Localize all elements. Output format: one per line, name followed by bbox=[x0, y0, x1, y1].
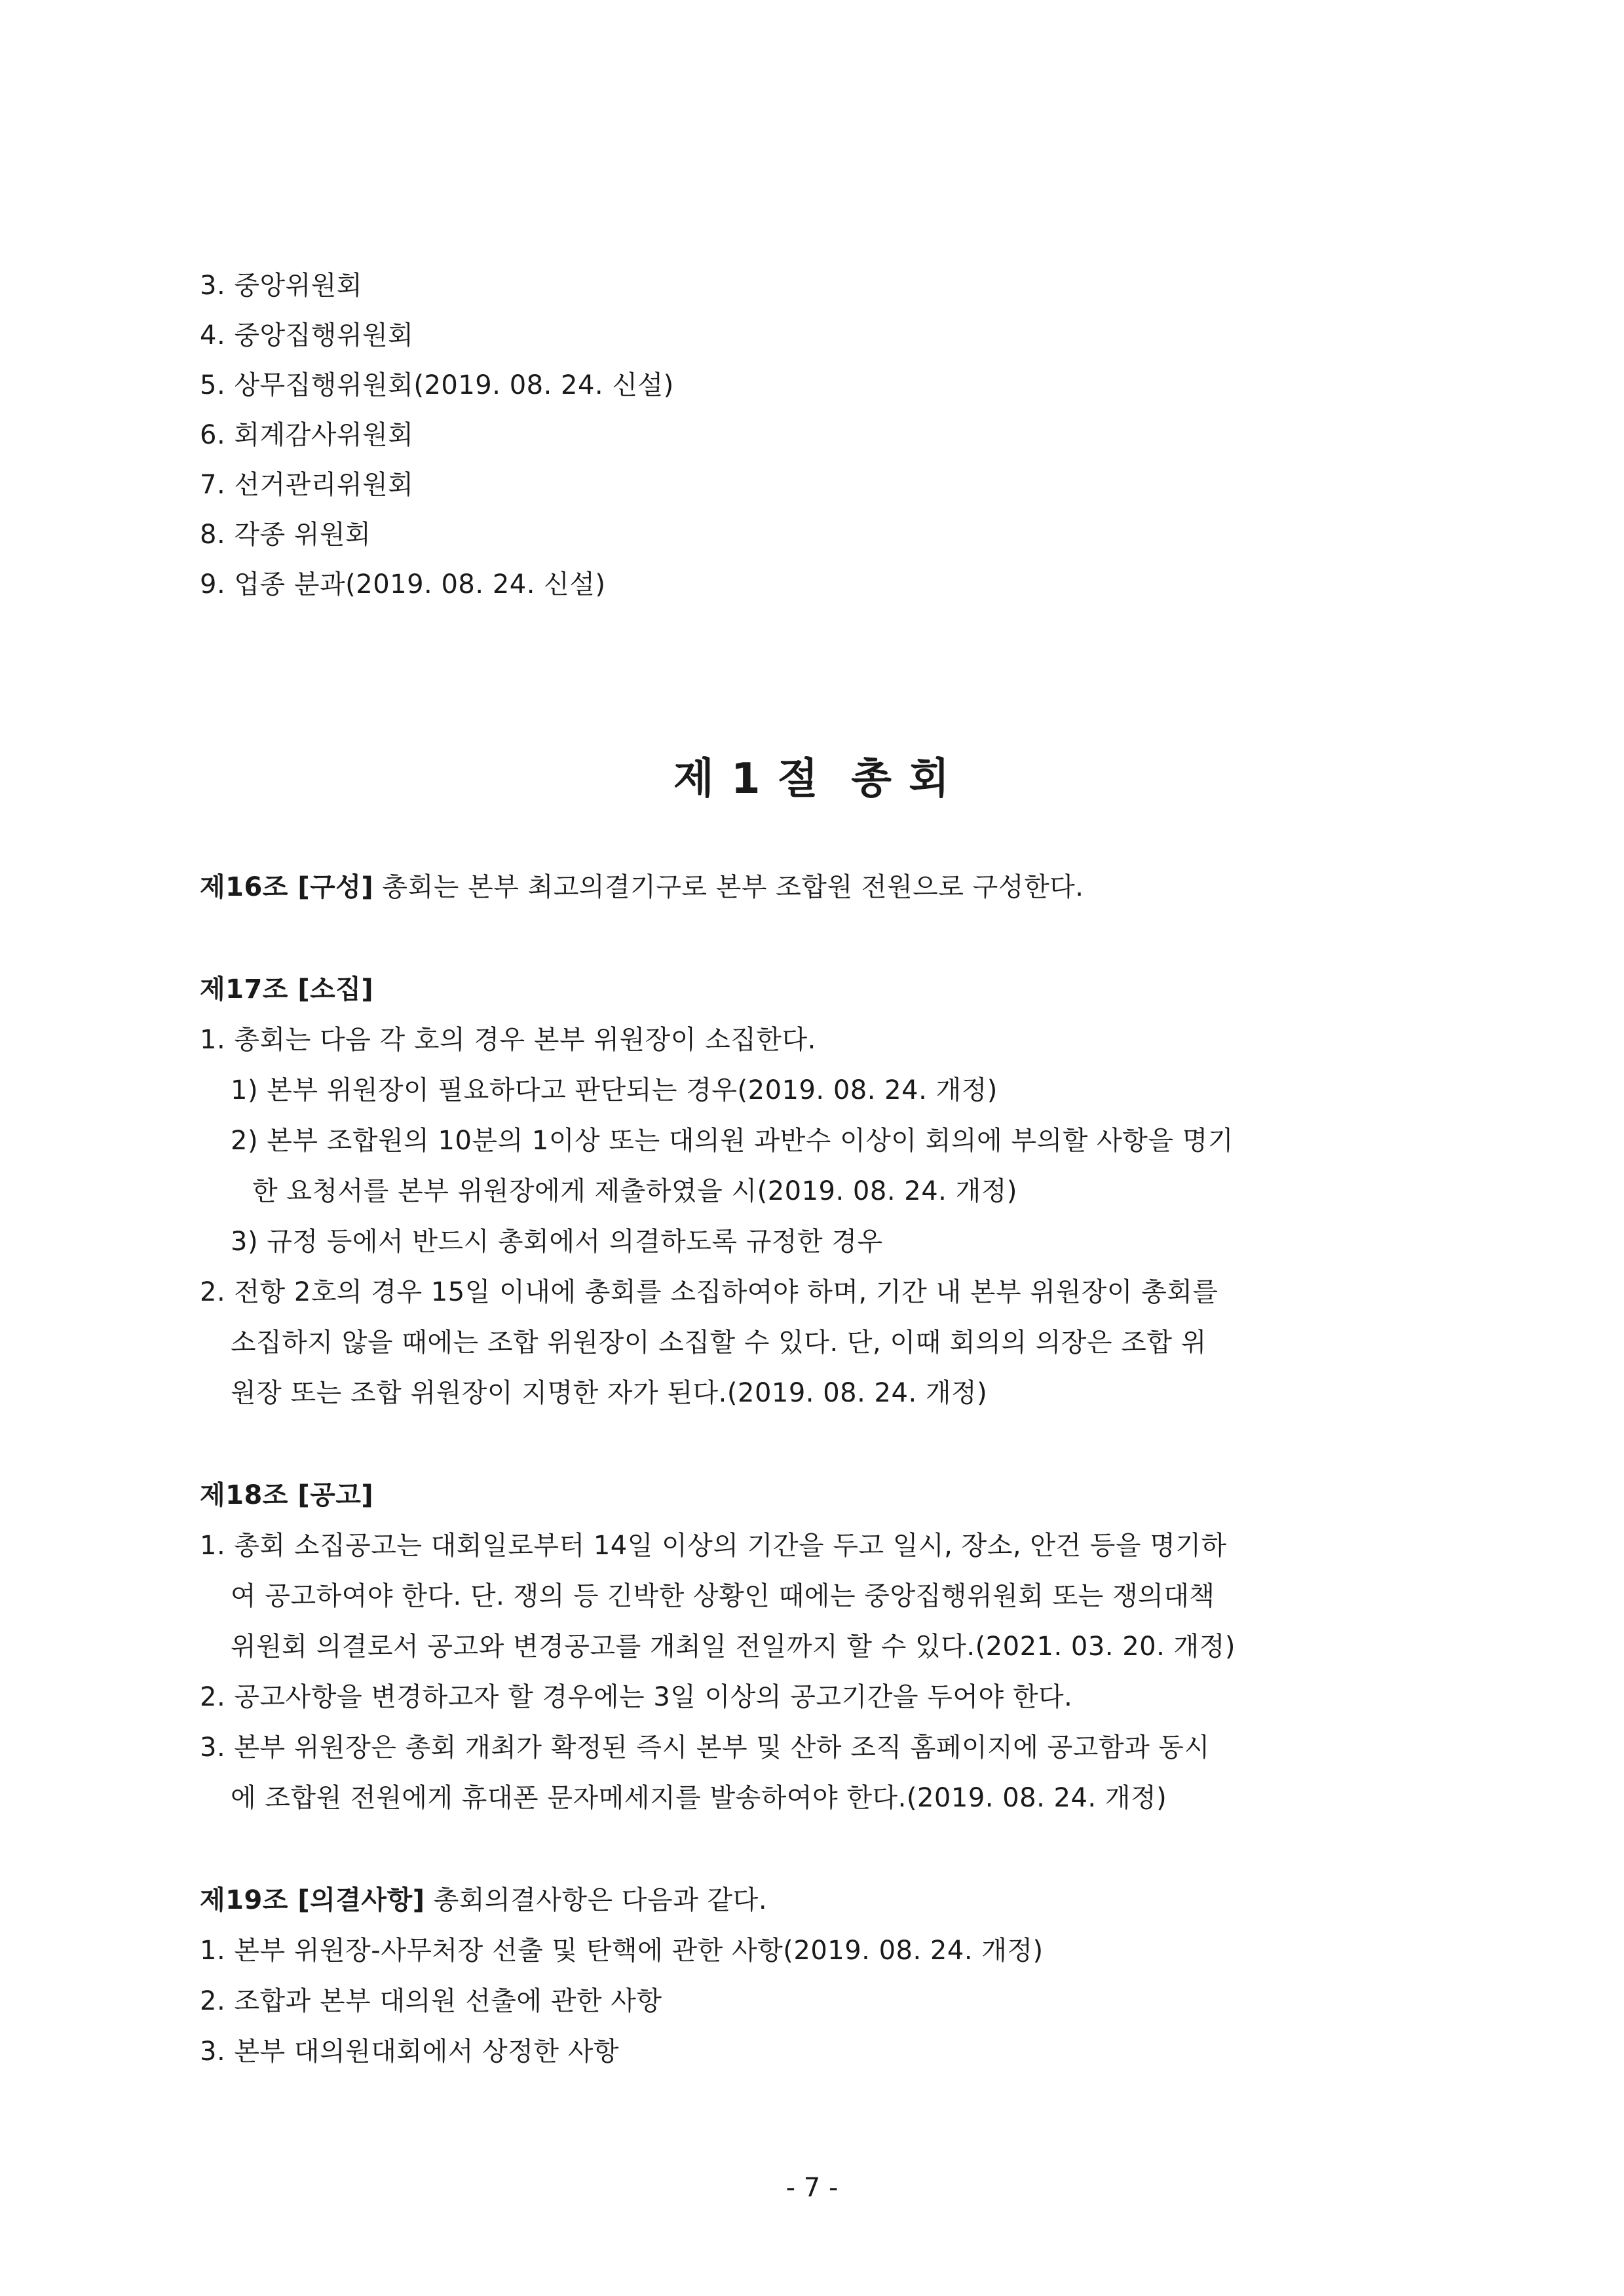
article-16-text: 총회는 본부 최고의결기구로 본부 조합원 전원으로 구성한다. bbox=[373, 872, 1084, 902]
committee-item: 7. 선거관리위원회 bbox=[200, 470, 414, 500]
article-18-line: 1. 총회 소집공고는 대회일로부터 14일 이상의 기간을 두고 일시, 장소, 안건 등을 명기하 bbox=[200, 1531, 1227, 1561]
page-number: - 7 - bbox=[785, 2173, 839, 2203]
article-17-line: 소집하지 않을 때에는 조합 위원장이 소집할 수 있다. 단, 이때 회의의 의장은 조합 위 bbox=[231, 1328, 1207, 1358]
article-17-line: 2) 본부 조합원의 10분의 1이상 또는 대의원 과반수 이상이 회의에 부의할 사항을 명기 bbox=[231, 1126, 1234, 1156]
article-18-line: 3. 본부 위원장은 총회 개최가 확정된 즉시 본부 및 산하 조직 홈페이지에 공고함과 동시 bbox=[200, 1732, 1210, 1763]
article-19-text: 총회의결사항은 다음과 같다. bbox=[425, 1885, 768, 1915]
committee-item: 6. 회계감사위원회 bbox=[200, 420, 414, 450]
article-16 bbox=[200, 871, 1084, 903]
article-17-line: 원장 또는 조합 위원장이 지명한 자가 된다.(2019. 08. 24. 개정) bbox=[231, 1378, 988, 1408]
article-17-line: 3) 규정 등에서 반드시 총회에서 의결하도록 규정한 경우 bbox=[231, 1227, 883, 1257]
committee-item: 9. 업종 분과(2019. 08. 24. 신설) bbox=[200, 569, 606, 600]
article-19-line: 1. 본부 위원장-사무처장 선출 및 탄핵에 관한 사항(2019. 08. 24. 개정) bbox=[200, 1936, 1044, 1966]
article-18-title: 제18조 [공고] bbox=[200, 1480, 374, 1510]
section-heading: 제 1 절 총 회 bbox=[673, 755, 951, 803]
article-19-line: 2. 조합과 본부 대의원 선출에 관한 사항 bbox=[200, 1986, 662, 2016]
committee-item: 8. 각종 위원회 bbox=[200, 520, 371, 550]
article-17-line: 한 요청서를 본부 위원장에게 제출하였을 시(2019. 08. 24. 개정) bbox=[252, 1176, 1017, 1206]
article-18-line: 에 조합원 전원에게 휴대폰 문자메세지를 발송하여야 한다.(2019. 08. 24. 개정) bbox=[231, 1783, 1167, 1813]
committee-item: 4. 중앙집행위원회 bbox=[200, 320, 414, 351]
committee-item: 5. 상무집행위원회(2019. 08. 24. 신설) bbox=[200, 370, 674, 400]
article-17-line: 1) 본부 위원장이 필요하다고 판단되는 경우(2019. 08. 24. 개정) bbox=[231, 1075, 998, 1105]
article-19-title: 제19조 [의결사항] bbox=[200, 1885, 425, 1915]
article-18-line: 2. 공고사항을 변경하고자 할 경우에는 3일 이상의 공고기간을 두어야 한다. bbox=[200, 1682, 1073, 1712]
article-16-title: 제16조 [구성] bbox=[200, 872, 374, 902]
committee-item: 3. 중앙위원회 bbox=[200, 271, 363, 301]
article-17-line: 2. 전항 2호의 경우 15일 이내에 총회를 소집하여야 하며, 기간 내 본부 위원장이 총회를 bbox=[200, 1277, 1218, 1307]
article-19-line: 3. 본부 대의원대회에서 상정한 사항 bbox=[200, 2037, 619, 2067]
article-18-line: 여 공고하여야 한다. 단. 쟁의 등 긴박한 상황인 때에는 중앙집행위원회 또는 쟁의대책 bbox=[231, 1581, 1215, 1611]
article-19 bbox=[200, 1885, 767, 1916]
article-17-line: 1. 총회는 다음 각 호의 경우 본부 위원장이 소집한다. bbox=[200, 1025, 816, 1055]
article-17-title: 제17조 [소집] bbox=[200, 974, 374, 1004]
article-18-line: 위원회 의결로서 공고와 변경공고를 개최일 전일까지 할 수 있다.(2021. 03. 20. 개정) bbox=[231, 1632, 1236, 1662]
